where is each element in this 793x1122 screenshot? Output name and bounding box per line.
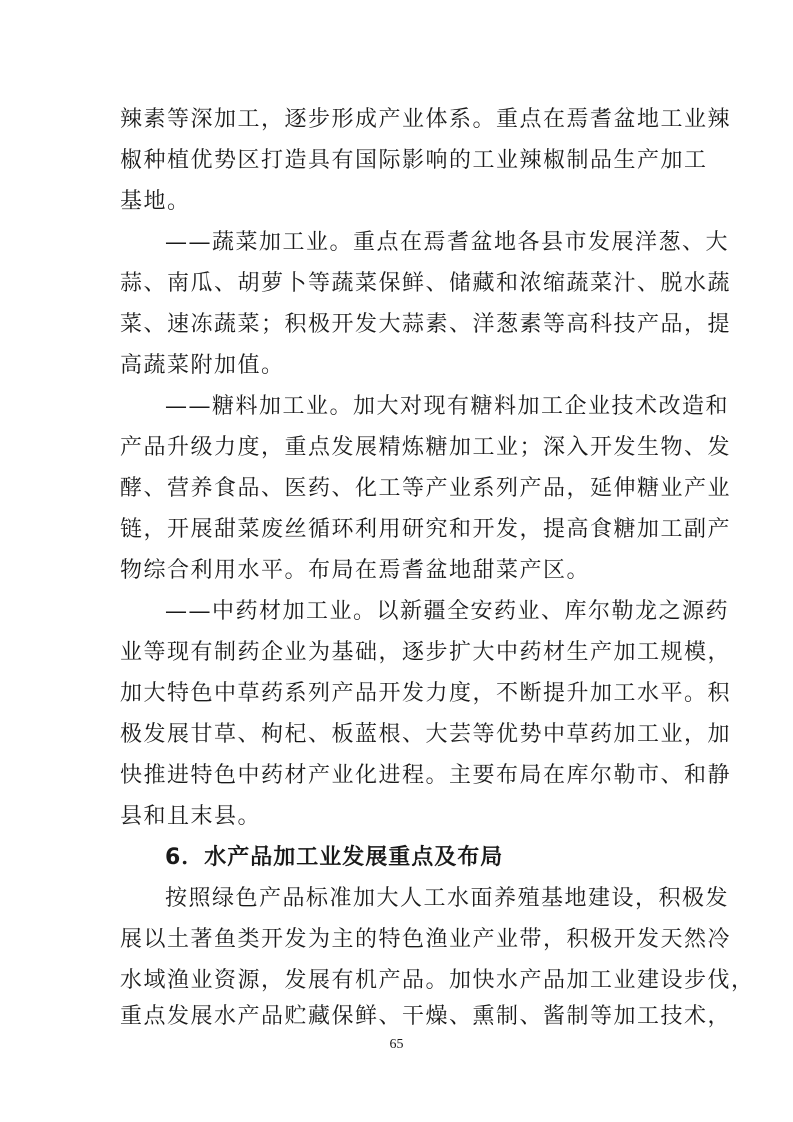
text-line: 重点发展水产品贮藏保鲜、干燥、熏制、酱制等加工技术， (120, 1004, 732, 1029)
paragraph-start-vegetables: ——蔬菜加工业。重点在焉耆盆地各县市发展洋葱、大 (165, 230, 730, 255)
text-line: 极发展甘草、枸杞、板蓝根、大芸等优势中草药加工业，加 (120, 722, 732, 747)
paragraph-start-herbal: ——中药材加工业。以新疆全安药业、库尔勒龙之源药 (165, 599, 730, 624)
text-line: 酵、营养食品、医药、化工等产业系列产品，延伸糖业产业 (120, 476, 732, 501)
paragraph-start-sugar: ——糖料加工业。加大对现有糖料加工企业技术改造和 (165, 394, 730, 419)
text-line: 加大特色中草药系列产品开发力度，不断提升加工水平。积 (120, 681, 732, 706)
text-line: 高蔬菜附加值。 (120, 353, 285, 378)
text-line: 辣素等深加工，逐步形成产业体系。重点在焉耆盆地工业辣 (120, 107, 732, 132)
text-line: 基地。 (120, 189, 191, 214)
text-line: 展以土著鱼类开发为主的特色渔业产业带，积极开发天然冷 (120, 927, 732, 952)
text-line: 菜、速冻蔬菜；积极开发大蒜素、洋葱素等高科技产品，提 (120, 312, 732, 337)
text-line: 业等现有制药企业为基础，逐步扩大中药材生产加工规模， (120, 640, 732, 665)
text-line: 县和且末县。 (120, 804, 262, 829)
text-line: 快推进特色中药材产业化进程。主要布局在库尔勒市、和静 (120, 763, 732, 788)
paragraph-start-aquatic: 按照绿色产品标准加大人工水面养殖基地建设，积极发 (165, 886, 730, 911)
text-line: 椒种植优势区打造具有国际影响的工业辣椒制品生产加工 (120, 148, 708, 173)
section-heading: 6．水产品加工业发展重点及布局 (165, 845, 504, 870)
text-line: 蒜、南瓜、胡萝卜等蔬菜保鲜、储藏和浓缩蔬菜汁、脱水蔬 (120, 271, 732, 296)
text-line: 链，开展甜菜废丝循环利用研究和开发，提高食糖加工副产 (120, 517, 732, 542)
page-number: 65 (389, 1037, 404, 1052)
text-line: 物综合利用水平。布局在焉耆盆地甜菜产区。 (120, 558, 591, 583)
text-line: 水域渔业资源，发展有机产品。加快水产品加工业建设步伐， (120, 968, 755, 993)
text-line: 产品升级力度，重点发展精炼糖加工业；深入开发生物、发 (120, 435, 732, 460)
